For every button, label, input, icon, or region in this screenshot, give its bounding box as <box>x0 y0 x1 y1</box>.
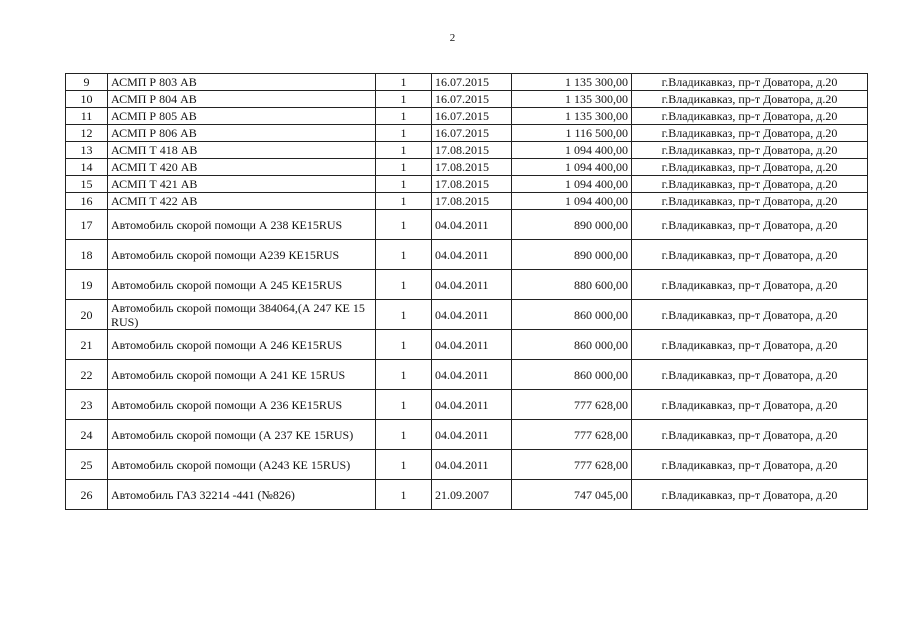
address-cell: г.Владикавказ, пр-т Доватора, д.20 <box>632 270 868 300</box>
table-row <box>66 330 868 360</box>
row-number-cell: 22 <box>66 360 108 390</box>
row-number-cell: 11 <box>66 108 108 125</box>
acquisition-date-cell: 17.08.2015 <box>432 176 512 193</box>
row-number-cell: 15 <box>66 176 108 193</box>
vehicle-name-cell: Автомобиль скорой помощи (А243 КЕ 15RUS) <box>108 450 376 480</box>
cost-cell: 777 628,00 <box>512 420 632 450</box>
quantity-cell: 1 <box>376 108 432 125</box>
address-cell: г.Владикавказ, пр-т Доватора, д.20 <box>632 176 868 193</box>
table-row <box>66 91 868 108</box>
vehicle-name-cell: АСМП Р 806 АВ <box>108 125 376 142</box>
row-number-cell: 12 <box>66 125 108 142</box>
address-cell: г.Владикавказ, пр-т Доватора, д.20 <box>632 91 868 108</box>
cost-cell: 1 135 300,00 <box>512 74 632 91</box>
quantity-cell: 1 <box>376 240 432 270</box>
address-cell: г.Владикавказ, пр-т Доватора, д.20 <box>632 360 868 390</box>
cost-cell: 860 000,00 <box>512 300 632 330</box>
quantity-cell: 1 <box>376 176 432 193</box>
address-cell: г.Владикавказ, пр-т Доватора, д.20 <box>632 142 868 159</box>
address-cell: г.Владикавказ, пр-т Доватора, д.20 <box>632 193 868 210</box>
address-cell: г.Владикавказ, пр-т Доватора, д.20 <box>632 240 868 270</box>
vehicle-name-cell: Автомобиль скорой помощи 384064,(А 247 КЕ 15 RUS) <box>108 300 376 330</box>
quantity-cell: 1 <box>376 159 432 176</box>
vehicle-name-cell: АСМП Р 803 АВ <box>108 74 376 91</box>
acquisition-date-cell: 04.04.2011 <box>432 360 512 390</box>
table-row <box>66 193 868 210</box>
address-cell: г.Владикавказ, пр-т Доватора, д.20 <box>632 450 868 480</box>
acquisition-date-cell: 04.04.2011 <box>432 390 512 420</box>
table-row <box>66 390 868 420</box>
cost-cell: 1 116 500,00 <box>512 125 632 142</box>
acquisition-date-cell: 21.09.2007 <box>432 480 512 510</box>
cost-cell: 747 045,00 <box>512 480 632 510</box>
cost-cell: 1 135 300,00 <box>512 91 632 108</box>
vehicle-name-cell: Автомобиль скорой помощи А 246 КЕ15RUS <box>108 330 376 360</box>
acquisition-date-cell: 04.04.2011 <box>432 270 512 300</box>
row-number-cell: 23 <box>66 390 108 420</box>
table-row <box>66 74 868 91</box>
row-number-cell: 9 <box>66 74 108 91</box>
row-number-cell: 10 <box>66 91 108 108</box>
address-cell: г.Владикавказ, пр-т Доватора, д.20 <box>632 300 868 330</box>
table-row <box>66 159 868 176</box>
address-cell: г.Владикавказ, пр-т Доватора, д.20 <box>632 480 868 510</box>
row-number-cell: 16 <box>66 193 108 210</box>
quantity-cell: 1 <box>376 193 432 210</box>
cost-cell: 777 628,00 <box>512 450 632 480</box>
table-row <box>66 125 868 142</box>
vehicle-name-cell: АСМП Р 805 АВ <box>108 108 376 125</box>
cost-cell: 777 628,00 <box>512 390 632 420</box>
row-number-cell: 25 <box>66 450 108 480</box>
table-row <box>66 420 868 450</box>
table-row <box>66 210 868 240</box>
row-number-cell: 18 <box>66 240 108 270</box>
table-row <box>66 270 868 300</box>
acquisition-date-cell: 16.07.2015 <box>432 91 512 108</box>
quantity-cell: 1 <box>376 142 432 159</box>
cost-cell: 860 000,00 <box>512 330 632 360</box>
quantity-cell: 1 <box>376 330 432 360</box>
row-number-cell: 26 <box>66 480 108 510</box>
acquisition-date-cell: 16.07.2015 <box>432 108 512 125</box>
address-cell: г.Владикавказ, пр-т Доватора, д.20 <box>632 210 868 240</box>
cost-cell: 1 135 300,00 <box>512 108 632 125</box>
cost-cell: 890 000,00 <box>512 240 632 270</box>
cost-cell: 1 094 400,00 <box>512 142 632 159</box>
acquisition-date-cell: 16.07.2015 <box>432 74 512 91</box>
table-row <box>66 108 868 125</box>
table-row <box>66 450 868 480</box>
quantity-cell: 1 <box>376 270 432 300</box>
quantity-cell: 1 <box>376 125 432 142</box>
table-row <box>66 360 868 390</box>
vehicle-name-cell: АСМП Т 418 АВ <box>108 142 376 159</box>
row-number-cell: 14 <box>66 159 108 176</box>
vehicle-name-cell: Автомобиль ГАЗ 32214 -441 (№826) <box>108 480 376 510</box>
address-cell: г.Владикавказ, пр-т Доватора, д.20 <box>632 330 868 360</box>
acquisition-date-cell: 04.04.2011 <box>432 300 512 330</box>
table-row <box>66 240 868 270</box>
row-number-cell: 20 <box>66 300 108 330</box>
acquisition-date-cell: 04.04.2011 <box>432 420 512 450</box>
vehicle-name-cell: АСМП Т 420 АВ <box>108 159 376 176</box>
quantity-cell: 1 <box>376 450 432 480</box>
vehicle-name-cell: Автомобиль скорой помощи А 245 КЕ15RUS <box>108 270 376 300</box>
acquisition-date-cell: 17.08.2015 <box>432 159 512 176</box>
quantity-cell: 1 <box>376 300 432 330</box>
vehicle-registry-table <box>65 73 868 510</box>
row-number-cell: 17 <box>66 210 108 240</box>
row-number-cell: 24 <box>66 420 108 450</box>
table-row <box>66 176 868 193</box>
table-row <box>66 300 868 330</box>
vehicle-name-cell: Автомобиль скорой помощи А 238 КЕ15RUS <box>108 210 376 240</box>
acquisition-date-cell: 04.04.2011 <box>432 210 512 240</box>
quantity-cell: 1 <box>376 420 432 450</box>
vehicle-name-cell: Автомобиль скорой помощи А 236 КЕ15RUS <box>108 390 376 420</box>
address-cell: г.Владикавказ, пр-т Доватора, д.20 <box>632 420 868 450</box>
cost-cell: 880 600,00 <box>512 270 632 300</box>
acquisition-date-cell: 04.04.2011 <box>432 330 512 360</box>
acquisition-date-cell: 17.08.2015 <box>432 193 512 210</box>
vehicle-name-cell: АСМП Р 804 АВ <box>108 91 376 108</box>
acquisition-date-cell: 16.07.2015 <box>432 125 512 142</box>
cost-cell: 860 000,00 <box>512 360 632 390</box>
page-number: 2 <box>449 32 456 44</box>
cost-cell: 1 094 400,00 <box>512 193 632 210</box>
vehicle-name-cell: Автомобиль скорой помощи А 241 КЕ 15RUS <box>108 360 376 390</box>
table-body <box>66 74 868 510</box>
acquisition-date-cell: 04.04.2011 <box>432 240 512 270</box>
address-cell: г.Владикавказ, пр-т Доватора, д.20 <box>632 125 868 142</box>
address-cell: г.Владикавказ, пр-т Доватора, д.20 <box>632 390 868 420</box>
row-number-cell: 21 <box>66 330 108 360</box>
address-cell: г.Владикавказ, пр-т Доватора, д.20 <box>632 108 868 125</box>
vehicle-name-cell: Автомобиль скорой помощи А239 КЕ15RUS <box>108 240 376 270</box>
quantity-cell: 1 <box>376 480 432 510</box>
quantity-cell: 1 <box>376 74 432 91</box>
table-row <box>66 480 868 510</box>
quantity-cell: 1 <box>376 91 432 108</box>
quantity-cell: 1 <box>376 390 432 420</box>
vehicle-name-cell: АСМП Т 422 АВ <box>108 193 376 210</box>
table-row <box>66 142 868 159</box>
cost-cell: 1 094 400,00 <box>512 176 632 193</box>
acquisition-date-cell: 04.04.2011 <box>432 450 512 480</box>
address-cell: г.Владикавказ, пр-т Доватора, д.20 <box>632 74 868 91</box>
vehicle-name-cell: Автомобиль скорой помощи (А 237 КЕ 15RUS) <box>108 420 376 450</box>
quantity-cell: 1 <box>376 360 432 390</box>
quantity-cell: 1 <box>376 210 432 240</box>
cost-cell: 890 000,00 <box>512 210 632 240</box>
address-cell: г.Владикавказ, пр-т Доватора, д.20 <box>632 159 868 176</box>
row-number-cell: 19 <box>66 270 108 300</box>
cost-cell: 1 094 400,00 <box>512 159 632 176</box>
vehicle-name-cell: АСМП Т 421 АВ <box>108 176 376 193</box>
row-number-cell: 13 <box>66 142 108 159</box>
acquisition-date-cell: 17.08.2015 <box>432 142 512 159</box>
